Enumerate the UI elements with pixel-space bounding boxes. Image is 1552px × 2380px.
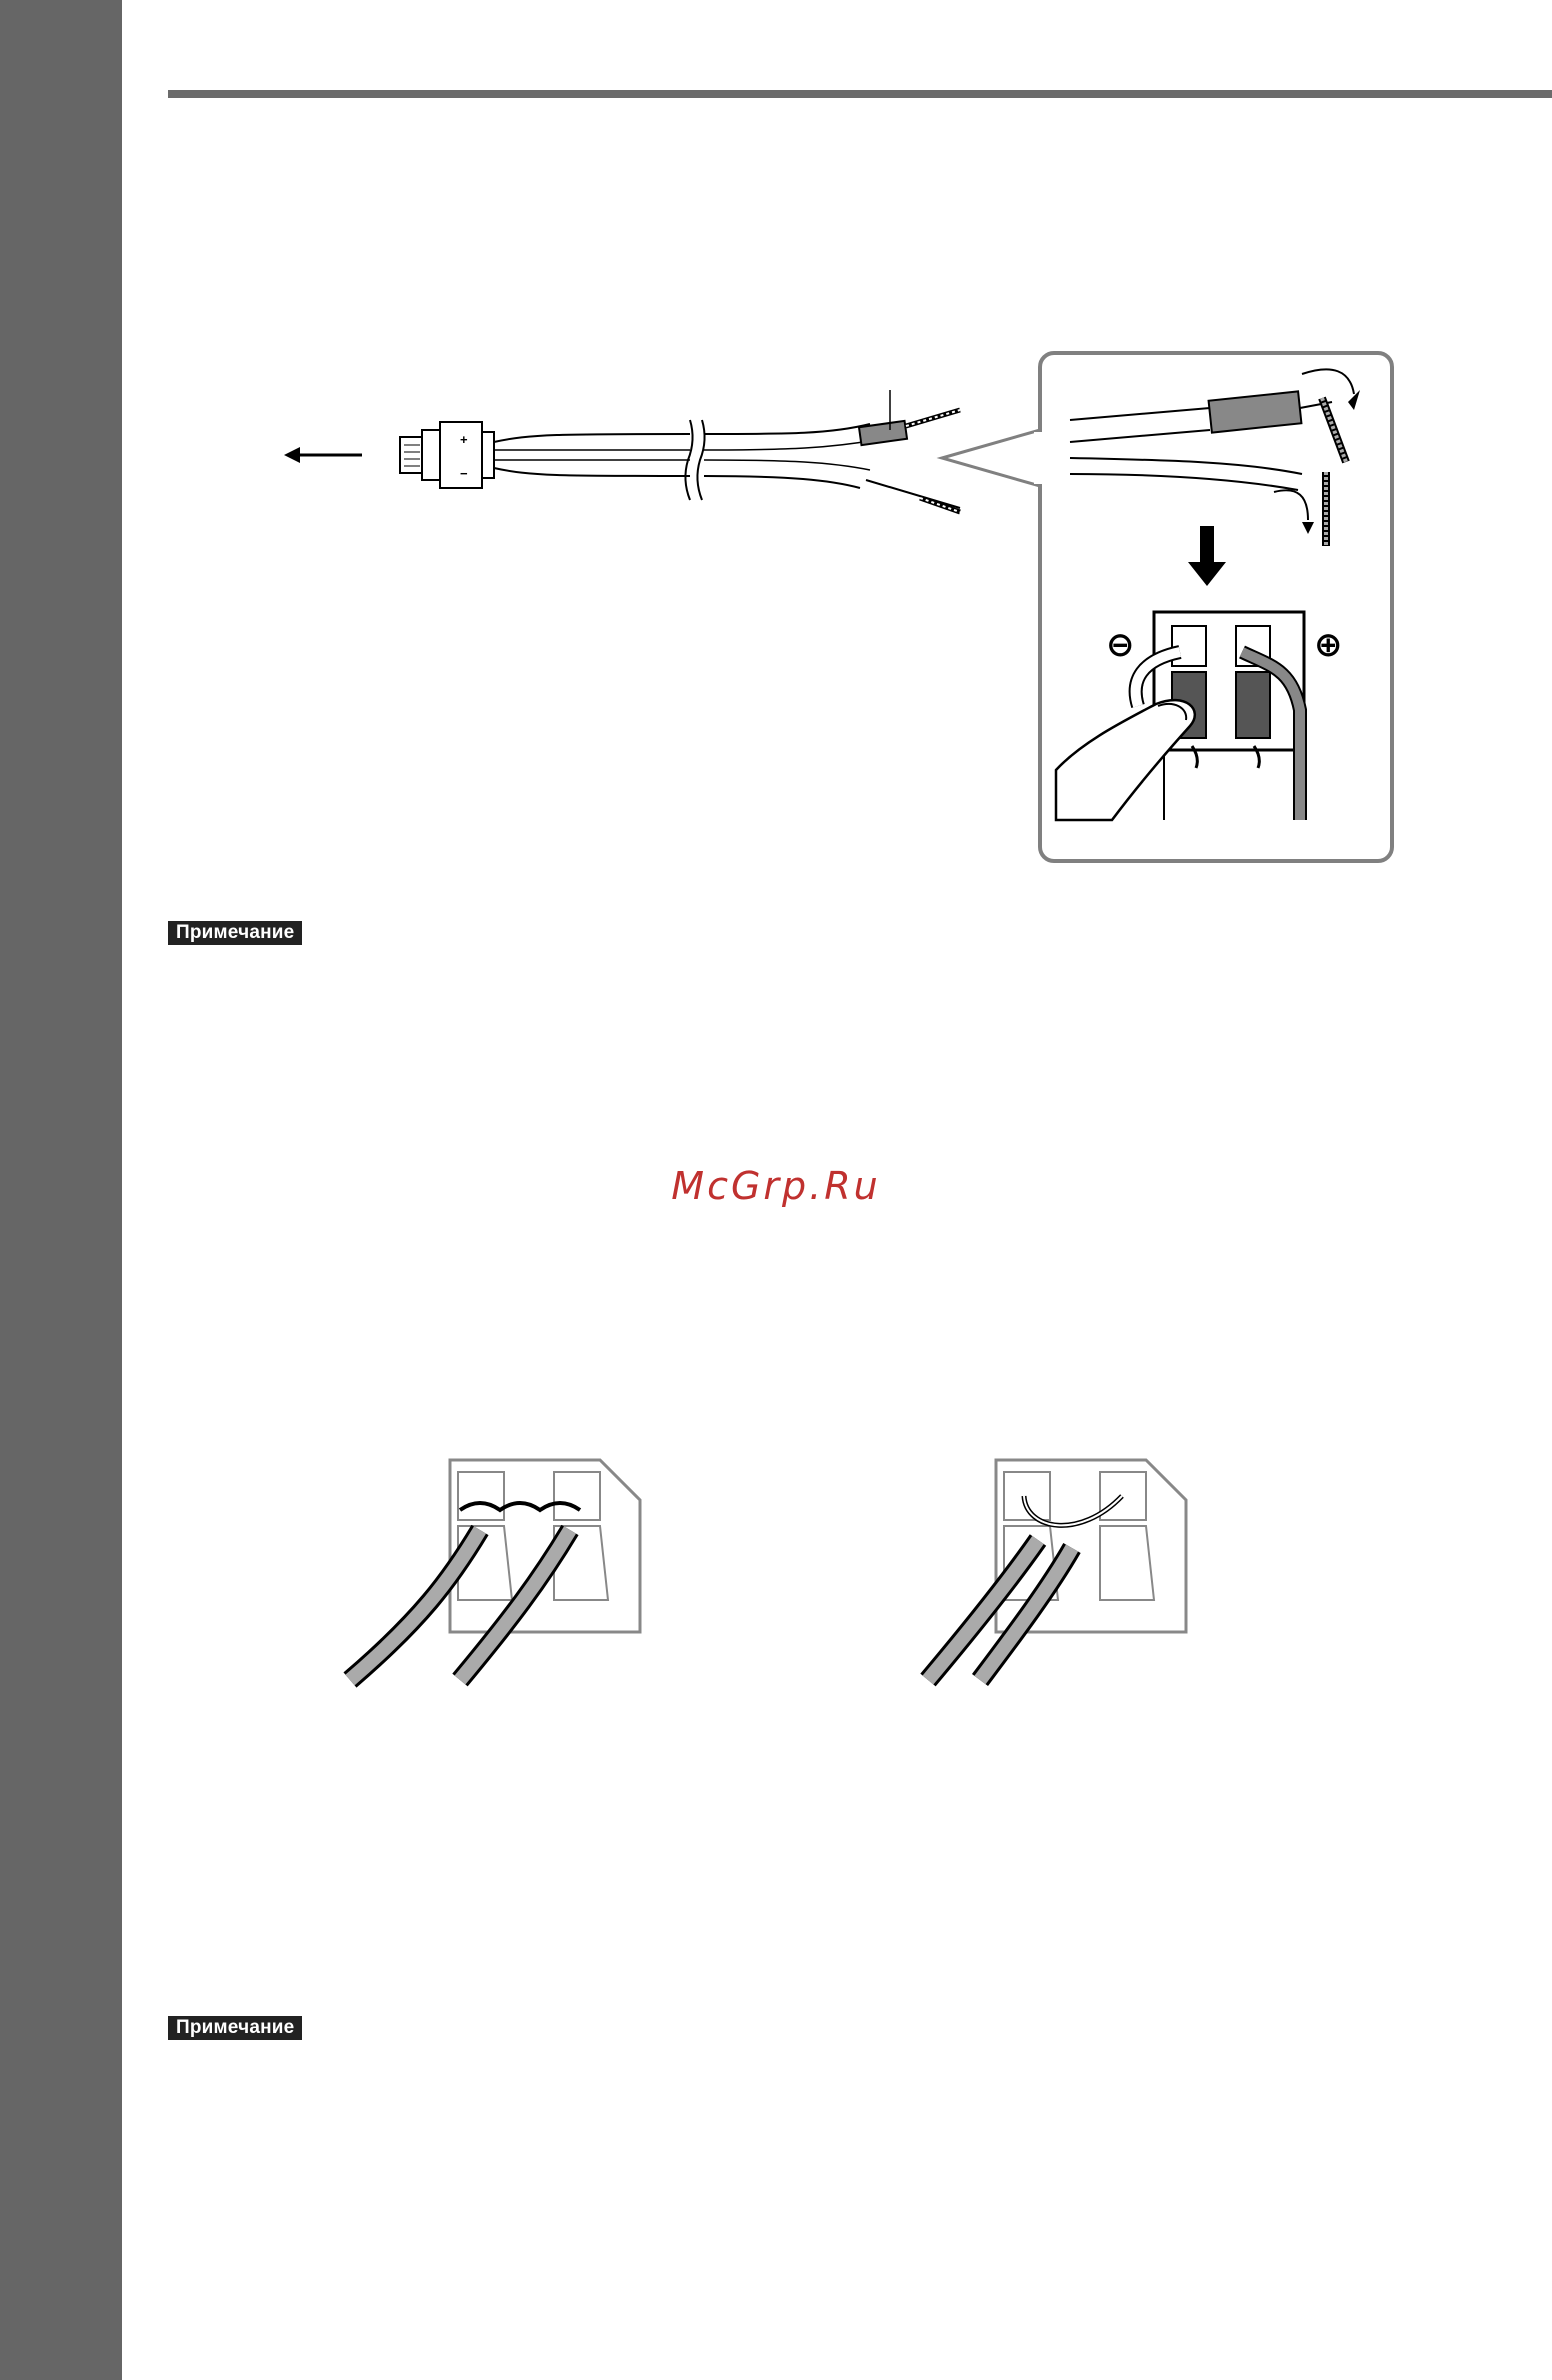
note-badge-2: Примечание bbox=[168, 2016, 302, 2040]
top-rule bbox=[168, 90, 1552, 98]
terminal-callout bbox=[942, 350, 1396, 870]
note-badge-1: Примечание bbox=[168, 921, 302, 945]
watermark: McGrp.Ru bbox=[671, 1164, 881, 1208]
arrow-left-icon bbox=[284, 447, 362, 463]
cable-connector bbox=[400, 422, 494, 488]
terminal-plus-symbol: ⊕ bbox=[1314, 625, 1343, 665]
speaker-cable-diagram bbox=[270, 360, 990, 520]
terminal-short-circuit-figure-1 bbox=[340, 1450, 640, 1680]
connector-plus-label: + bbox=[460, 432, 468, 447]
terminal-minus-symbol: ⊖ bbox=[1106, 625, 1135, 665]
connector-minus-label: − bbox=[460, 466, 468, 481]
terminal-short-circuit-figure-2 bbox=[900, 1450, 1200, 1680]
